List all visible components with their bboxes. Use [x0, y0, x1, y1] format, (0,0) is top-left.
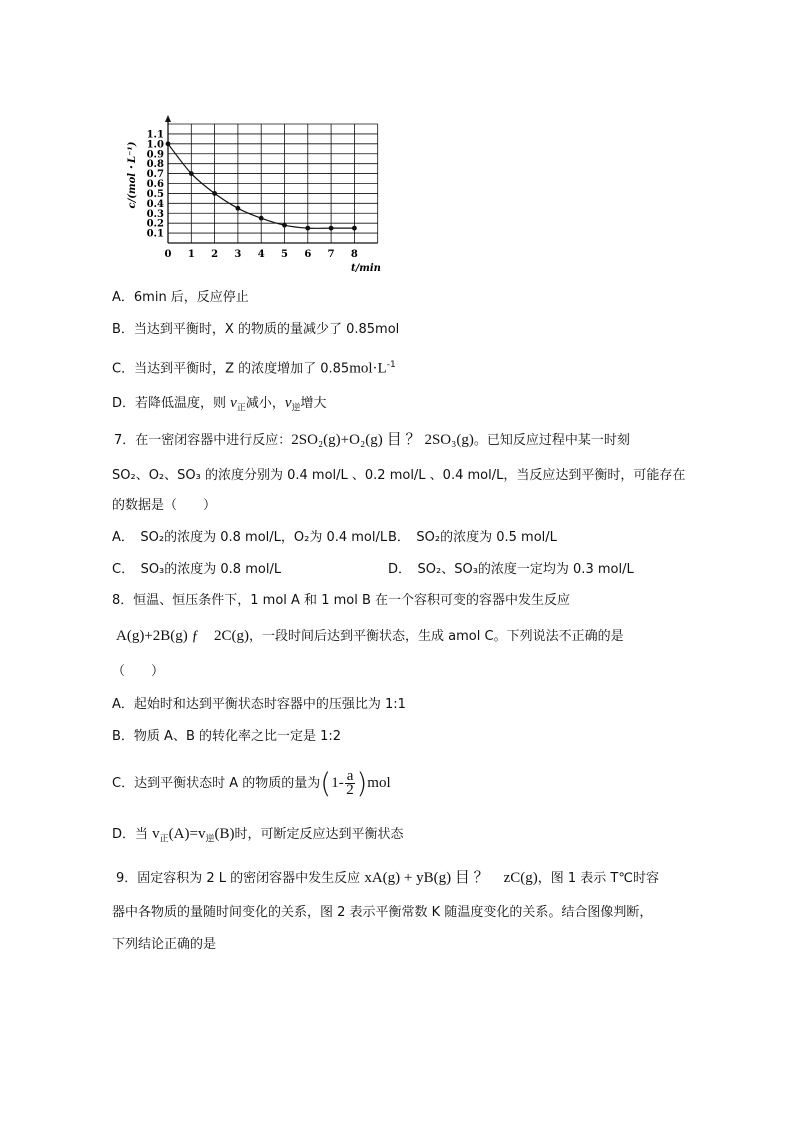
- y-tick-label: 0.2: [146, 218, 164, 230]
- q9-line1-text: 9．固定容积为 2 L 的密闭容器中发生反应: [116, 871, 365, 886]
- y-tick-label: 0.1: [146, 228, 164, 240]
- q8-option-d-expr: (A)=: [168, 826, 198, 842]
- data-point: [259, 216, 264, 221]
- data-point: [305, 226, 310, 231]
- q7-product: 2SO₃(g): [424, 432, 474, 448]
- fraction: [345, 770, 356, 797]
- v-reverse: v: [197, 826, 206, 842]
- data-point: [189, 171, 194, 176]
- y-tick-label: 0.3: [146, 208, 164, 220]
- x-tick-label: 0: [164, 249, 172, 260]
- q7-stem-text2: 。已知反应过程中某一时刻: [473, 433, 630, 448]
- q7-option-d: D． SO₂、SO₃的浓度一定均为 0.3 mol/L: [388, 562, 634, 577]
- paren-open: (: [320, 766, 332, 800]
- x-axis-label: t/min: [351, 263, 381, 274]
- q8-option-c: [112, 766, 391, 800]
- q8-option-c-expr: 1-: [331, 775, 344, 791]
- q7-equation: 2SO₂(g)+O₂(g): [291, 432, 383, 448]
- y-tick-labels: [147, 129, 164, 239]
- x-tick-label: 1: [187, 249, 195, 260]
- q6-option-d: [112, 393, 327, 419]
- x-tick-label: 4: [257, 249, 265, 260]
- v-reverse: v: [284, 395, 292, 411]
- q8-option-a: A．起始时和达到平衡状态时容器中的压强比为 1:1: [112, 697, 406, 712]
- y-tick-label: 0.4: [146, 198, 164, 210]
- q7-option-b: B． SO₂的浓度为 0.5 mol/L: [388, 530, 557, 545]
- x-tick-label: 5: [281, 249, 288, 260]
- y-tick-label: 1.1: [146, 129, 164, 141]
- data-point: [329, 226, 334, 231]
- q7-line2: SO₂、O₂、SO₃ 的浓度分别为 0.4 mol/L 、0.2 mol/L 、0.4 mol/L，当反应达到平衡时，可能存在: [112, 468, 686, 483]
- q8-paren: （ ）: [112, 664, 165, 679]
- q9-line1-text2: ，图 1 表示 T℃时容: [537, 871, 659, 886]
- q6-option-b: B．当达到平衡时，X 的物质的量减少了 0.85mol: [112, 322, 400, 337]
- chart-grid: [168, 124, 378, 243]
- q7-option-a: A． SO₂的浓度为 0.8 mol/L，O₂为 0.4 mol/L: [112, 530, 388, 545]
- v-forward: v: [152, 826, 160, 842]
- y-tick-label: 0.9: [146, 149, 164, 161]
- fraction-numerator: a: [346, 768, 354, 784]
- paren-close: ): [356, 766, 368, 800]
- y-axis-arrow: [165, 115, 171, 122]
- v-reverse-sub: 逆: [291, 403, 301, 414]
- data-point: [236, 206, 241, 211]
- q6-option-d-text: D．若降低温度，则: [112, 396, 231, 411]
- y-tick-label: 0.5: [146, 188, 164, 200]
- q6-option-c-unit: mol·L: [349, 360, 387, 377]
- q7-line3: 的数据是（ ）: [112, 498, 217, 513]
- q8-equation: A(g)+2B(g) ƒ 2C(g): [116, 628, 250, 644]
- q8-option-c-unit: mol: [367, 775, 391, 791]
- q8-stem-text2: ，一段时间后达到平衡状态，生成 amol C。下列说法不正确的是: [249, 629, 624, 644]
- x-tick-label: 8: [350, 249, 358, 260]
- data-point: [166, 141, 171, 146]
- q6-option-d-text2: 减小，: [245, 396, 285, 411]
- y-axis-label: c/(mol・L⁻¹): [127, 141, 138, 209]
- q9-equation: xA(g) + yB(g) 目 ？ zC(g): [364, 870, 538, 886]
- y-tick-label: 1.0: [146, 139, 164, 151]
- q6-option-c-text: C．当达到平衡时，Z 的浓度增加了 0.85: [112, 361, 350, 377]
- x-tick-label: 2: [211, 249, 219, 260]
- q6-option-c-sup: -1: [386, 360, 396, 370]
- v-forward-sub: 正: [159, 834, 169, 845]
- q8-option-d-text: D．当: [112, 827, 153, 842]
- q6-option-c: [112, 355, 396, 379]
- x-tick-label: 7: [327, 249, 335, 260]
- q7-stem-text: 7．在一密闭容器中进行反应：: [114, 433, 292, 448]
- x-tick-label: 3: [234, 249, 242, 260]
- q7-option-c: C． SO₃的浓度为 0.8 mol/L: [112, 562, 282, 577]
- y-tick-label: 0.7: [146, 169, 164, 181]
- q9-line1: [116, 868, 659, 889]
- data-point: [352, 226, 357, 231]
- q8-option-c-text: C．达到平衡状态时 A 的物质的量为: [112, 776, 321, 791]
- q6-option-a: A．6min 后，反应停止: [112, 290, 249, 305]
- q6-option-d-text3: 增大: [300, 396, 327, 411]
- concentration-time-chart: [118, 100, 398, 278]
- v-forward-sub: 正: [236, 403, 246, 414]
- q8-option-d: [112, 824, 404, 850]
- v-reverse-sub: 逆: [205, 834, 215, 845]
- x-tick-labels: [165, 249, 358, 260]
- q9-line2: 器中各物质的量随时间变化的关系，图 2 表示平衡常数 K 随温度变化的关系。结合图像判断，: [112, 905, 653, 920]
- data-point: [212, 191, 217, 196]
- q9-line3: 下列结论正确的是: [112, 937, 217, 952]
- q8-stem: 8．恒温、恒压条件下，1 mol A 和 1 mol B 在一个容积可变的容器中发生反应: [112, 593, 571, 608]
- q8-option-b: B．物质 A、B 的转化率之比一定是 1:2: [112, 729, 342, 744]
- y-tick-label: 0.8: [146, 159, 164, 171]
- y-tick-label: 0.6: [146, 179, 164, 190]
- reversible-arrow-icon: 目 ？: [386, 432, 421, 448]
- data-point: [282, 223, 287, 228]
- x-tick-label: 6: [304, 249, 312, 260]
- v-forward: v: [230, 395, 237, 411]
- fraction-denominator: 2: [346, 782, 354, 798]
- q7-stem: [114, 430, 630, 451]
- q8-equation-line: [116, 626, 624, 647]
- q8-option-d-text2: 时，可断定反应达到平衡状态: [234, 827, 404, 842]
- q8-option-d-expr2: (B): [214, 826, 235, 842]
